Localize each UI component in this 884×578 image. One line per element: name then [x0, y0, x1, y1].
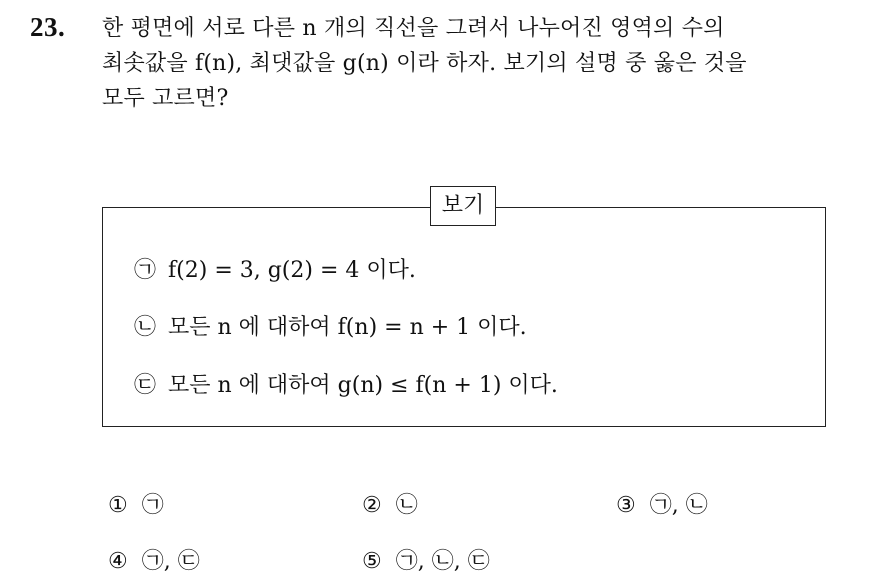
statement-nieun — [134, 313, 527, 343]
choice-number: ③ — [616, 493, 636, 518]
choice-number: ② — [362, 493, 382, 518]
statement-mark: ㉢ — [134, 373, 157, 398]
statement-digeut — [134, 371, 558, 401]
statement-giyeok — [134, 256, 416, 286]
statement-text: f(2) = 3, g(2) = 4 이다. — [168, 258, 416, 283]
question-number: 23. — [30, 12, 66, 42]
choice-text: ㉠, ㉡, ㉢ — [395, 549, 490, 574]
question-text — [102, 11, 872, 116]
choice-number: ⑤ — [362, 549, 382, 574]
choice-2[interactable] — [362, 491, 418, 521]
question-line: 최솟값을 f(n), 최댓값을 g(n) 이라 하자. 보기의 설명 중 옳은 것을 — [102, 51, 747, 76]
choice-1[interactable] — [108, 491, 164, 521]
choice-number: ④ — [108, 549, 128, 574]
statement-mark: ㉠ — [134, 258, 157, 283]
choice-number: ① — [108, 493, 128, 518]
choice-3[interactable] — [616, 491, 708, 521]
question-line: 모두 고르면? — [102, 86, 229, 111]
choice-text: ㉠, ㉢ — [141, 549, 200, 574]
choice-5[interactable] — [362, 547, 490, 577]
question-line: 한 평면에 서로 다른 n 개의 직선을 그려서 나누어진 영역의 수의 — [102, 16, 725, 41]
choice-text: ㉠, ㉡ — [649, 493, 708, 518]
choice-text: ㉠ — [141, 493, 164, 518]
choice-4[interactable] — [108, 547, 200, 577]
statement-mark: ㉡ — [134, 315, 157, 340]
statement-text: 모든 n 에 대하여 f(n) = n + 1 이다. — [168, 315, 527, 340]
bogi-title: 보기 — [430, 186, 496, 226]
choice-text: ㉡ — [395, 493, 418, 518]
statement-text: 모든 n 에 대하여 g(n) ≤ f(n + 1) 이다. — [168, 373, 558, 398]
